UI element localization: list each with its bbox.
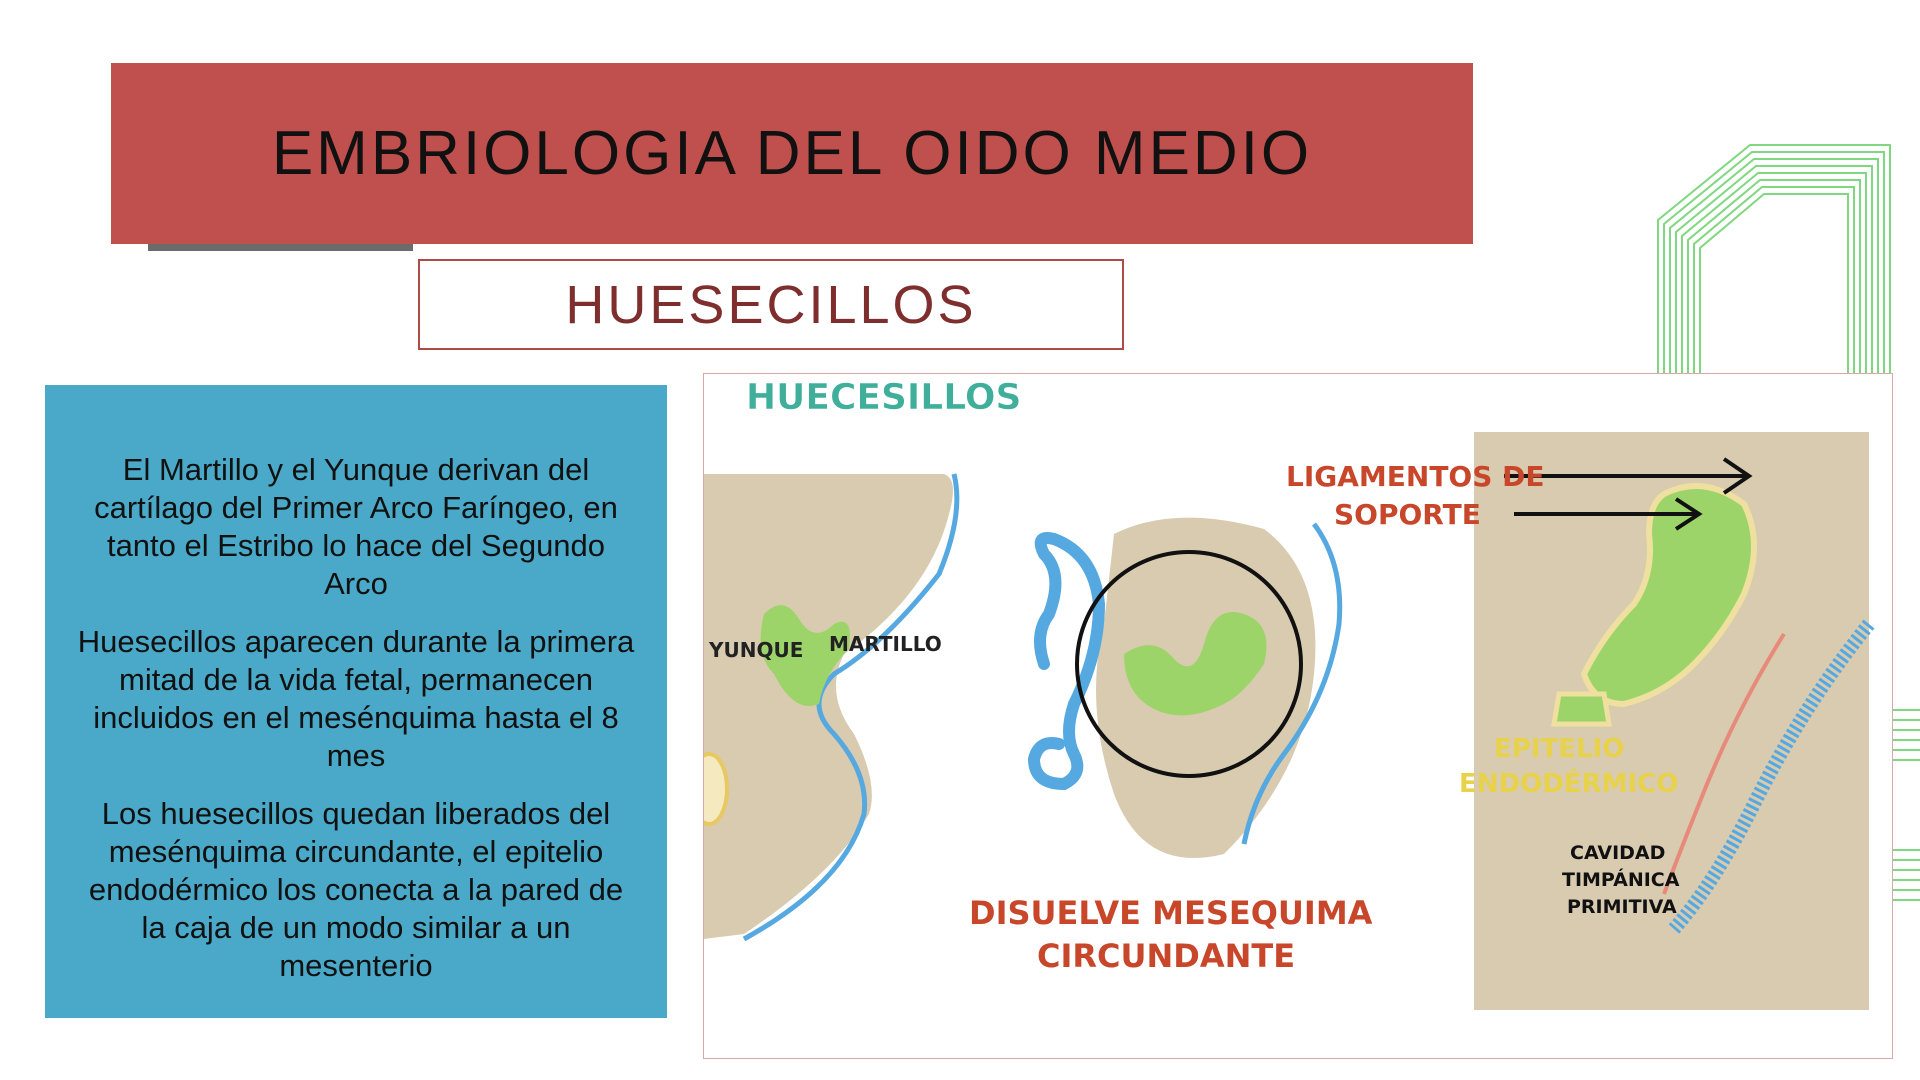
slide-subtitle: HUESECILLOS (565, 274, 977, 335)
label-cavidad-2: TIMPÁNICA (1562, 869, 1680, 891)
ossicles-illustration (703, 373, 1893, 1059)
decorative-lines (1650, 140, 1920, 380)
label-martillo: MARTILLO (829, 632, 942, 656)
label-disuelve-1: DISUELVE MESEQUIMA (969, 894, 1373, 932)
figure-heading: HUECESILLOS (746, 377, 1022, 418)
label-cavidad-3: PRIMITIVA (1567, 896, 1677, 918)
label-cavidad-1: CAVIDAD (1570, 842, 1666, 864)
paragraph-liberation: Los huesecillos quedan liberados del mesénquima circundante, el epitelio endodérmico los conecta a la pared de la caja de un modo similar a un mesenterio (88, 796, 624, 983)
label-disuelve-2: CIRCUNDANTE (1037, 937, 1296, 975)
slide-title: EMBRIOLOGIA DEL OIDO MEDIO (271, 119, 1313, 188)
label-ligamentos-2: SOPORTE (1334, 498, 1481, 531)
left-tissue (704, 474, 953, 939)
title-banner (111, 63, 1473, 244)
subtitle-box (418, 259, 1124, 350)
paragraph-origin: El Martillo y el Yunque derivan del cartílago del Primer Arco Faríngeo, en tanto el Estribo lo hace del Segundo Arco (94, 452, 618, 601)
inner-ear-cochlea (1034, 538, 1099, 784)
left-ring (704, 754, 727, 824)
text-panel (45, 385, 667, 1018)
label-ligamentos-1: LIGAMENTOS DE (1286, 460, 1545, 493)
right-stapes (1554, 694, 1609, 724)
paragraph-appearance: Huesecillos aparecen durante la primera mitad de la vida fetal, permanecen incluidos en el mesénquima hasta el 8 mes (77, 624, 635, 773)
illustration-drawing (704, 374, 1893, 1059)
label-epitelio-1: EPITELIO (1494, 734, 1625, 764)
label-yunque: YUNQUE (709, 638, 804, 662)
label-epitelio-2: ENDODÉRMICO (1459, 769, 1679, 799)
